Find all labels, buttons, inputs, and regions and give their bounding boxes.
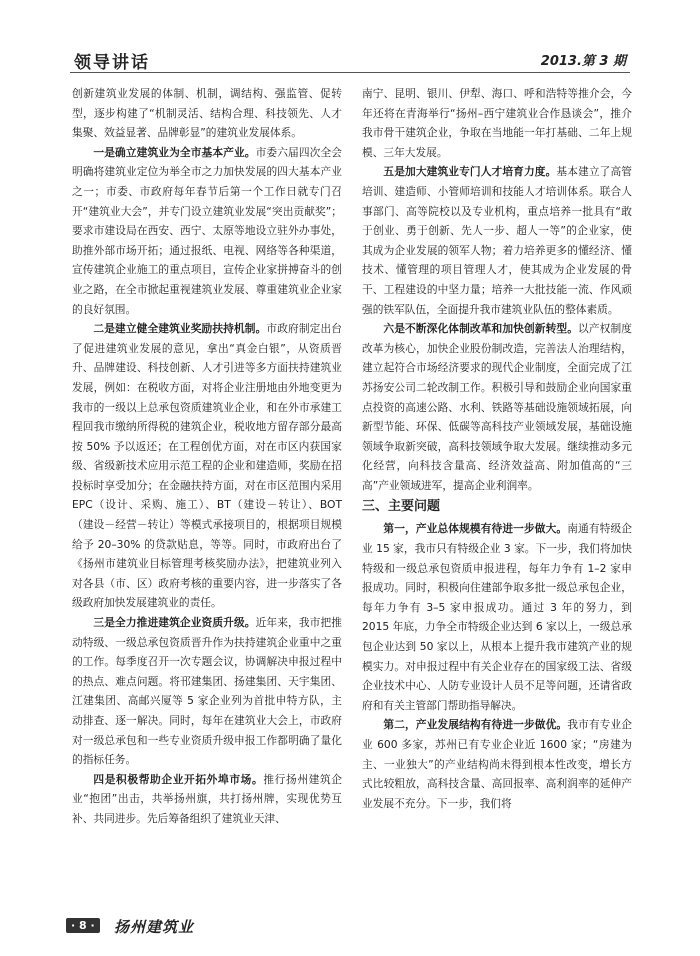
- section-heading: 三、主要问题: [362, 499, 441, 515]
- paragraph-heading: 第一，产业总体规模有待进一步做大。: [383, 522, 568, 536]
- paragraph: 五是加大建筑业专门人才培育力度。基本建立了高管培训、建造师、小管师培训和技能人才培训体系。联合人事部门、高等院校以及专业机构，重点培养一批具有“敢于创业、勇于创新、先人一步、超人一等”的企业家，使其成为企业发展的领军人物；着力培养更多的懂经济、懂技术、懂管理的项目管理人才，使其成为企业发展的骨干、工程建设的中坚力量；培养一大批技能一流、作风顽强的铁军队伍，全面提升我市建筑业队伍的整体素质。: [362, 165, 632, 316]
- paragraph-heading: 四是积极帮助企业开拓外埠市场。: [93, 772, 264, 786]
- paragraph-heading: 二是建立健全建筑业奖励扶持机制。: [93, 322, 267, 336]
- paragraph: 三是全力推进建筑企业资质升级。近年来，我市把推动特级、一级总承包资质晋升作为扶持建筑企业重中之重的工作。每季度召开一次专题会议，协调解决申报过程中的热点、难点问题。将邗建集团、扬建集团、天宇集团、江建集团、高邮兴厦等 5 家企业列为首批申特方队，主动排查、逐一解决。同时，每年在建筑业大会上，市政府对一级总承包和一些专业资质升级申报工作都明确了量化的指标任务。: [72, 616, 342, 767]
- paragraph-heading: 五是加大建筑业专门人才培育力度。: [383, 165, 557, 179]
- paragraph: 一是确立建筑业为全市基本产业。市委六届四次全会明确将建筑业定位为举全市之力加快发展的四大基本产业之一；市委、市政府每年春节后第一个工作日就专门召开“建筑业大会”，并专门设立建筑业发展“突出贡献奖”；要求市建设局在西安、西宁、太原等地设立驻外办事处，助推外部市场开拓；通过报纸、电视、网络等各种渠道，宣传建筑企业施工的重点项目，宣传企业家拼搏奋斗的创业之路，在全市掀起重视建筑业发展、尊重建筑业企业家的良好氛围。: [72, 145, 342, 316]
- paragraph-heading: 三是全力推进建筑企业资质升级。: [93, 616, 256, 630]
- page-number: · 8 ·: [66, 918, 100, 933]
- paragraph-heading: 第二，产业发展结构有待进一步做优。: [383, 718, 568, 732]
- page-header: [70, 48, 630, 73]
- magazine-logo: 扬州建筑业: [114, 918, 195, 936]
- section-title: 领导讲话: [74, 53, 150, 73]
- page-footer: [66, 916, 266, 938]
- issue-label: 2013.第 3 期: [540, 54, 626, 69]
- left-column: [72, 84, 342, 829]
- paragraph-heading: 一是确立建筑业为全市基本产业。: [93, 145, 256, 159]
- paragraph: 六是不断深化体制改革和加快创新转型。以产权制度改革为核心，加快企业股份制改造，完善法人治理结构，建立起符合市场经济要求的现代企业制度，全面完成了江苏扬安公司二轮改制工作。积极引导和鼓励企业向国家重点投资的高速公路、水利、铁路等基础设施领域拓展，向新型节能、环保、低碳等高科技产业领域发展，基础设施领域争取新突破，高科技领域争取大发展。继续推动多元化经营，向科技含量高、经济效益高、附加值高的“三高”产业领域进军，提高企业利润率。: [362, 322, 632, 492]
- paragraph: 四是积极帮助企业开拓外埠市场。推行扬州建筑企业“抱团”出击，共举扬州旗，共打扬州牌，实现优势互补、共同进步。先后筹备组织了建筑业天津、: [72, 772, 342, 825]
- right-column: [362, 84, 632, 813]
- paragraph: 第一，产业总体规模有待进一步做大。南通有特级企业 15 家，我市只有特级企业 3 家。下一步，我们将加快特级和一级总承包资质申报进程，每年力争有 1–2 家申报成功。同时，积极向住建部争取多批一级总承包企业，每年力争有 3–5 家申报成功。通过 3 年的努力，到 2015 年底，力争全市特级企业达到 6 家以上，一级总承包企业达到 50 家以上，从根本上提升我市建筑产业的规模实力。对申报过程中有关企业存在的国家级工法、省级企业技术中心、人防专业设计人员不足等问题，还请省政府和有关主管部门帮助指导解决。: [362, 522, 632, 712]
- paragraph: 二是建立健全建筑业奖励扶持机制。市政府制定出台了促进建筑业发展的意见，拿出“真金白银”，从资质晋升、品牌建设、科技创新、人才引进等多方面扶持建筑业发展，例如：在税收方面，对将企业注册地由外地变更为我市的一级以上总承包资质建筑业企业，和在外市承建工程回我市缴纳所得税的建筑企业，税收地方留存部分最高按 50% 予以返还；在工程创优方面，对在市区内获国家级、省级新技术应用示范工程的企业和建造师，奖励在招投标时享受加分；在金融扶持方面，对在市区范围内采用 EPC（设计、采购、施工）、BT（建设－转让）、BOT（建设－经营－转让）等模式承接项目的，根据项目规模给予 20–30% 的贷款贴息，等等。同时，市政府出台了《扬州市建筑业目标管理考核奖励办法》，把建筑业列入对各县（市、区）政府考核的重要内容，进一步落实了各级政府加快发展建筑业的责任。: [72, 322, 342, 610]
- paragraph: 创新建筑业发展的体制、机制，调结构、强监管、促转型，逐步构建了“机制灵活、结构合理、科技领先、人才集聚、效益显著、品牌彰显”的建筑业发展体系。: [72, 87, 342, 140]
- paragraph: 第二，产业发展结构有待进一步做优。我市有专业企业 600 多家，苏州已有专业企业近 1600 家；“房建为主、一业独大”的产业结构尚未得到根本性改变，增长方式比较粗放，高科技含量、高回报率、高利润率的延伸产业发展不充分。下一步，我们将: [362, 718, 632, 810]
- paragraph: 南宁、昆明、银川、伊犁、海口、呼和浩特等推介会，今年还将在青海举行“扬州–西宁建筑业合作恳谈会”，推介我市骨干建筑企业，争取在当地能一年打基础、二年上规模、三年大发展。: [362, 87, 632, 159]
- paragraph-heading: 六是不断深化体制改革和加快创新转型。: [383, 322, 579, 336]
